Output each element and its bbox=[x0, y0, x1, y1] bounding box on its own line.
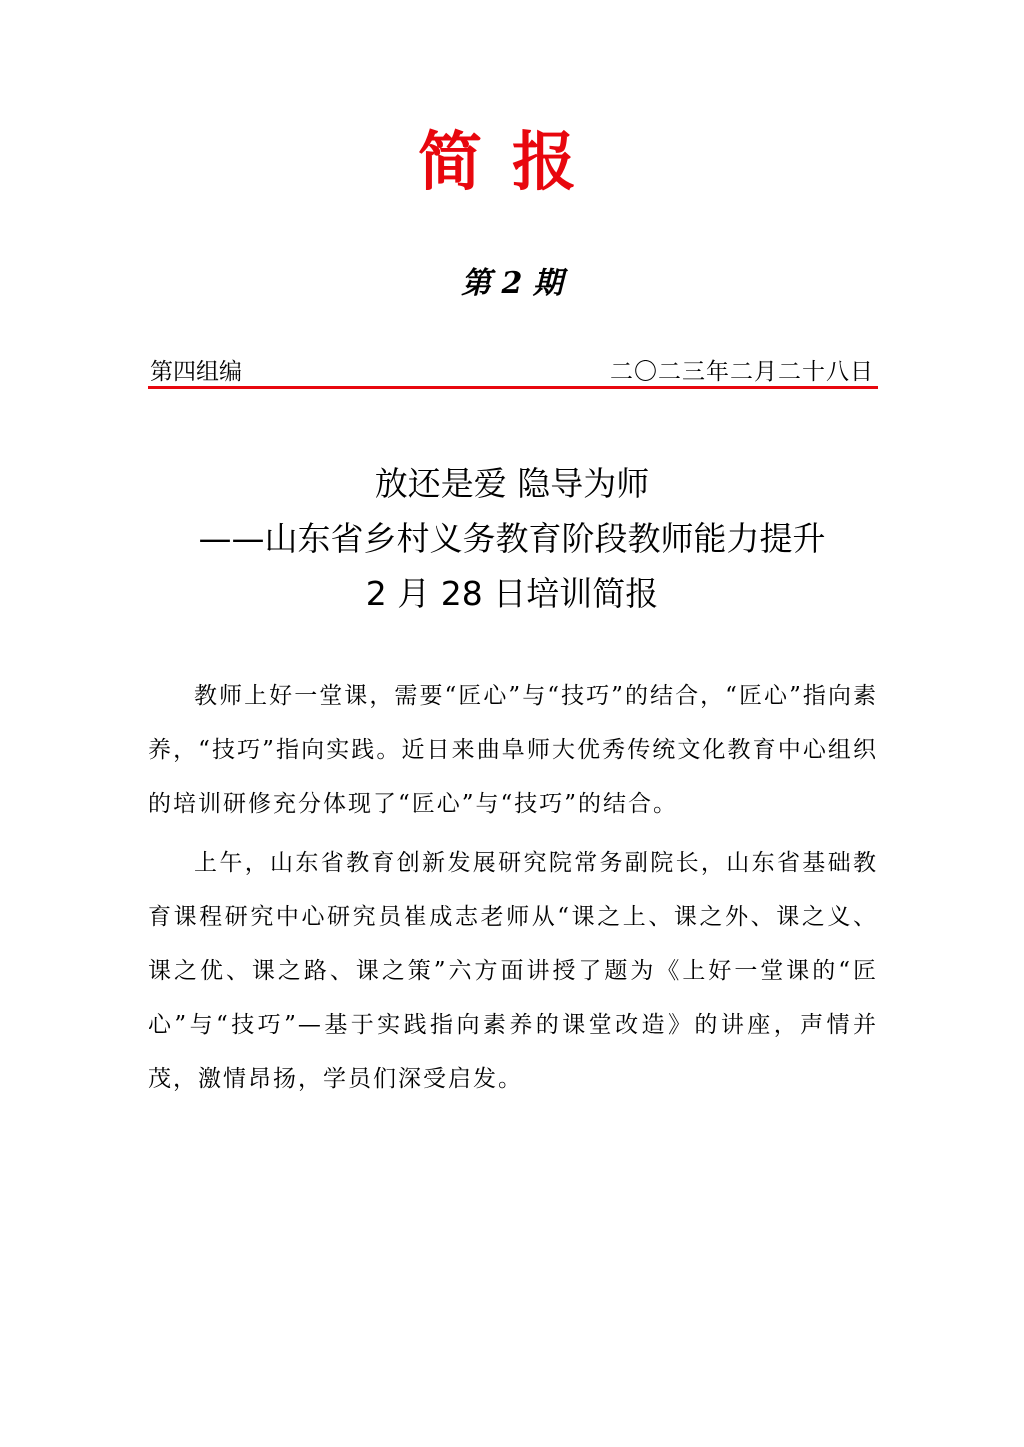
red-divider-line bbox=[148, 386, 878, 389]
issue-number: 第 2 期 bbox=[461, 266, 563, 301]
article-body bbox=[148, 669, 878, 1111]
info-bar bbox=[148, 355, 878, 389]
article-headline bbox=[120, 456, 904, 621]
headline-line-2: ——山东省乡村义务教育阶段教师能力提升 bbox=[198, 519, 826, 558]
headline-line-3: 2 月 28 日培训简报 bbox=[365, 574, 659, 613]
masthead-title: 简报 bbox=[418, 125, 606, 200]
body-paragraph-1: 教师上好一堂课，需要“匠心”与“技巧”的结合，“匠心”指向素养，“技巧”指向实践。近日来曲阜师大优秀传统文化教育中心组织的培训研修充分体现了“匠心”与“技巧”的结合。 bbox=[148, 683, 878, 817]
publish-date: 二〇二三年二月二十八日 bbox=[610, 359, 874, 385]
editor-label: 第四组编 bbox=[150, 359, 242, 385]
headline-line-1: 放还是爱 隐导为师 bbox=[374, 464, 650, 503]
body-paragraph-2: 上午，山东省教育创新发展研究院常务副院长，山东省基础教育课程研究中心研究员崔成志老师从“课之上、课之外、课之义、课之优、课之路、课之策”六方面讲授了题为《上好一堂课的“匠心”与“技巧”—基于实践指向素养的课堂改造》的讲座，声情并茂，激情昂扬，学员们深受启发。 bbox=[148, 850, 878, 1092]
